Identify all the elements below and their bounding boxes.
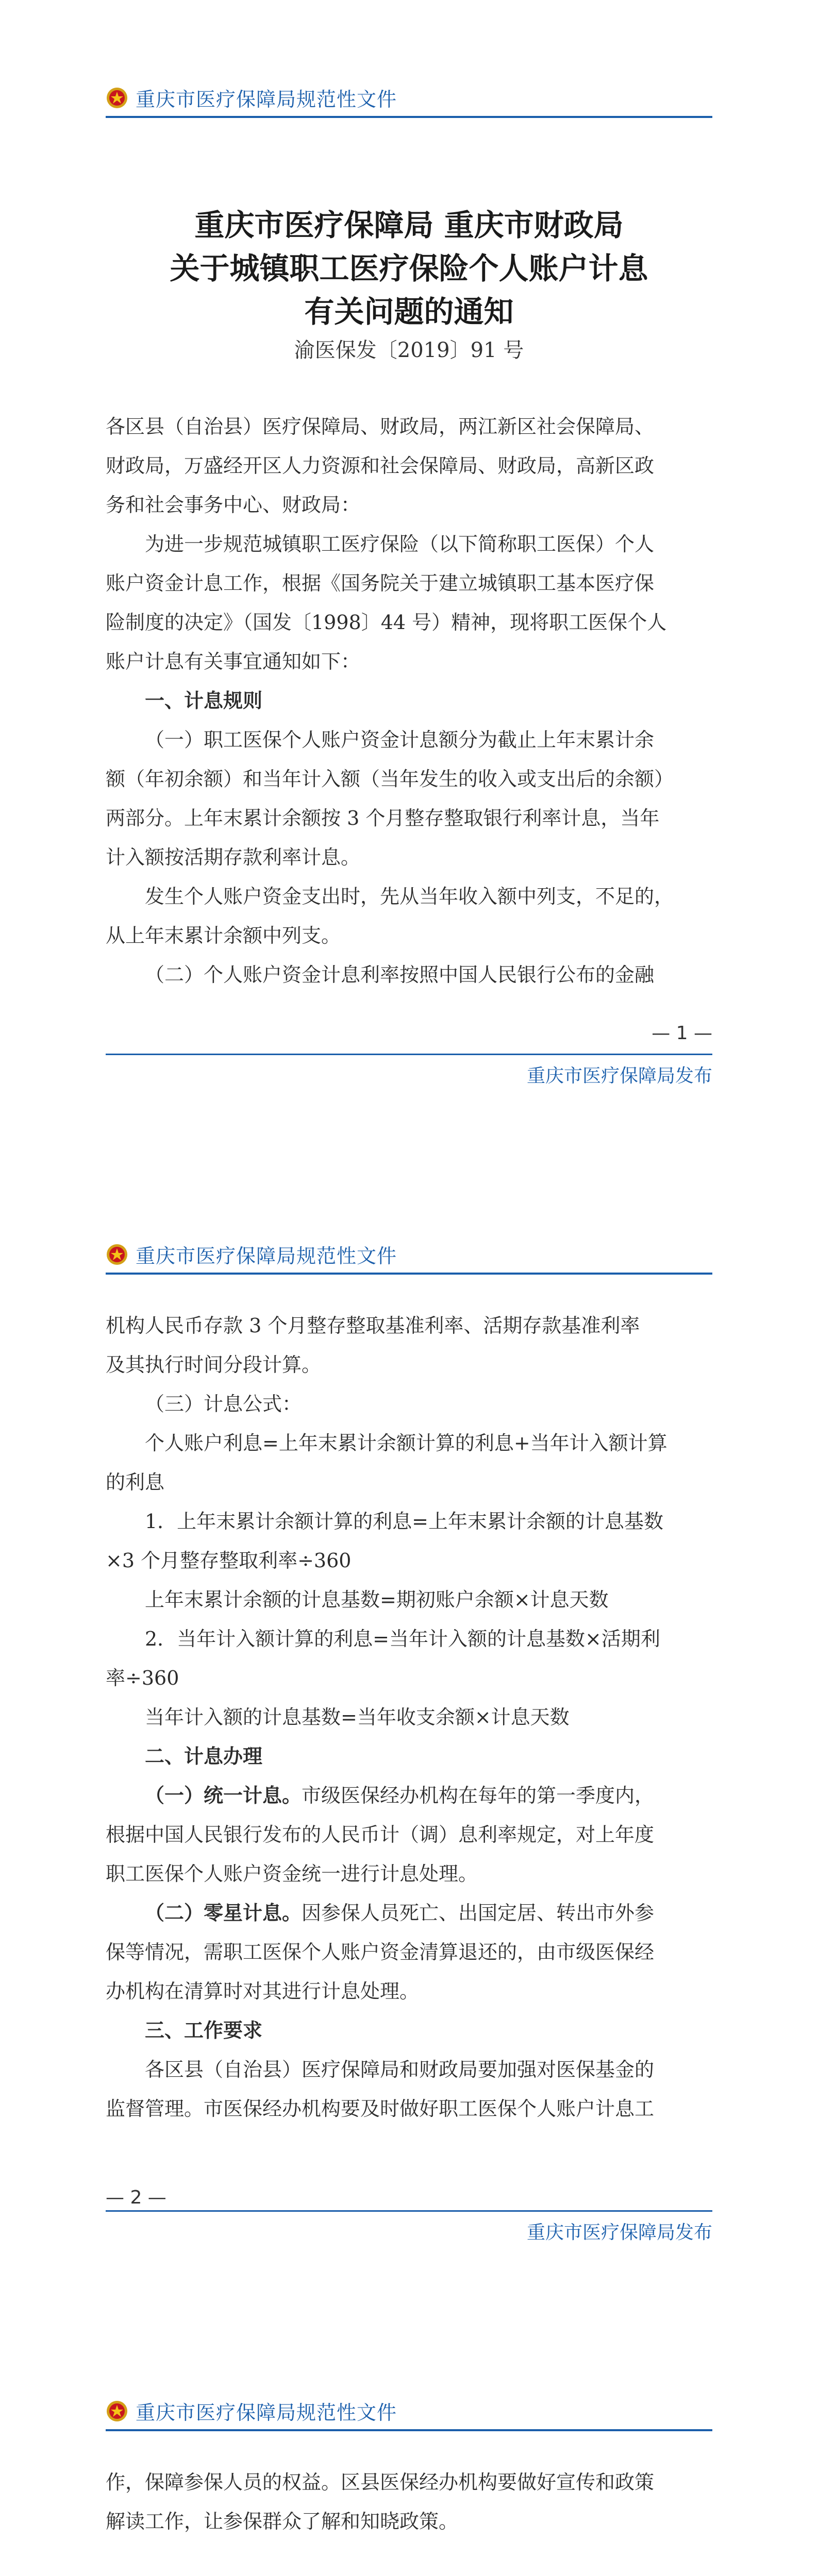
paragraph-line: 办机构在清算时对其进行计息处理。 bbox=[106, 1980, 420, 2003]
paragraph-line: （二）个人账户资金计息利率按照中国人民银行公布的金融 bbox=[145, 963, 655, 986]
page-1-body bbox=[106, 407, 712, 994]
page-header bbox=[106, 83, 712, 112]
paragraph-line: 及其执行时间分段计算。 bbox=[106, 1353, 322, 1376]
paragraph-line: 发生个人账户资金支出时，先从当年收入额中列支，不足的， bbox=[145, 885, 674, 908]
title-line: 重庆市医疗保障局 重庆市财政局 bbox=[194, 208, 624, 243]
paragraph-line: ×3 个月整存整取利率÷360 bbox=[106, 1549, 352, 1572]
recipients-line: 各区县（自治县）医疗保障局、财政局，两江新区社会保障局、 bbox=[106, 415, 655, 438]
paragraph-line: 各区县（自治县）医疗保障局和财政局要加强对医保基金的 bbox=[145, 2058, 655, 2081]
paragraph-line: 监督管理。市医保经办机构要及时做好职工医保个人账户计息工 bbox=[106, 2097, 655, 2120]
header-title: 重庆市医疗保障局规范性文件 bbox=[136, 2401, 397, 2424]
header-title: 重庆市医疗保障局规范性文件 bbox=[136, 88, 397, 111]
paragraph-line: 1．上年末累计余额计算的利息=上年末累计余额的计息基数 bbox=[145, 1510, 664, 1533]
page-1 bbox=[0, 0, 818, 1157]
page-header bbox=[106, 1240, 712, 1268]
national-emblem-icon bbox=[106, 2400, 128, 2422]
paragraph-line: 根据中国人民银行发布的人民币计（调）息利率规定，对上年度 bbox=[106, 1823, 655, 1846]
paragraph-line: 作，保障参保人员的权益。区县医保经办机构要做好宣传和政策 bbox=[106, 2471, 655, 2494]
footer-rule bbox=[106, 1054, 712, 1055]
paragraph-line: 个人账户利息=上年末累计余额计算的利息+当年计入额计算 bbox=[145, 1432, 667, 1454]
document-title bbox=[0, 204, 818, 333]
paragraph-line: 当年计入额的计息基数=当年收支余额×计息天数 bbox=[145, 1706, 570, 1728]
intro-line: 险制度的决定》（国发〔1998〕44 号）精神，现将职工医保个人 bbox=[106, 611, 667, 634]
recipients-line: 财政局，万盛经开区人力资源和社会保障局、财政局，高新区政 bbox=[106, 454, 655, 477]
page-number: — 2 — bbox=[106, 2187, 166, 2208]
paragraph-line: 机构人民币存款 3 个月整存整取基准利率、活期存款基准利率 bbox=[106, 1314, 640, 1337]
page-3 bbox=[0, 2313, 818, 2576]
subheading-label: （一）统一计息。 bbox=[145, 1784, 302, 1807]
header-rule bbox=[106, 2429, 712, 2431]
title-line: 有关问题的通知 bbox=[304, 294, 514, 329]
recipients-line: 务和社会事务中心、财政局： bbox=[106, 494, 361, 516]
paragraph-line: 职工医保个人账户资金统一进行计息处理。 bbox=[106, 1862, 478, 1885]
footer-rule bbox=[106, 2210, 712, 2212]
section-2-heading: 二、计息办理 bbox=[145, 1745, 263, 1768]
document-number: 渝医保发〔2019〕91 号 bbox=[294, 338, 524, 362]
header-rule bbox=[106, 1273, 712, 1275]
paragraph-text: 因参保人员死亡、出国定居、转出市外参 bbox=[302, 1902, 655, 1924]
paragraph-line: 率÷360 bbox=[106, 1667, 179, 1689]
paragraph-line: （一）职工医保个人账户资金计息额分为截止上年末累计余 bbox=[145, 728, 655, 751]
national-emblem-icon bbox=[106, 1243, 128, 1266]
page-2-body bbox=[106, 1306, 712, 2128]
paragraph-line: 额（年初余额）和当年计入额（当年发生的收入或支出后的余额） bbox=[106, 768, 674, 790]
paragraph-line: 两部分。上年末累计余额按 3 个月整存整取银行利率计息，当年 bbox=[106, 807, 660, 829]
intro-line: 账户计息有关事宜通知如下： bbox=[106, 650, 361, 673]
intro-line: 账户资金计息工作，根据《国务院关于建立城镇职工基本医疗保 bbox=[106, 572, 655, 595]
title-line: 关于城镇职工医疗保险个人账户计息 bbox=[170, 251, 648, 286]
header-rule bbox=[106, 116, 712, 118]
page-header bbox=[106, 2397, 712, 2425]
paragraph-line: 的利息 bbox=[106, 1471, 165, 1494]
paragraph-line: （三）计息公式： bbox=[145, 1393, 302, 1415]
paragraph-line: 从上年末累计余额中列支。 bbox=[106, 924, 341, 947]
section-3-heading: 三、工作要求 bbox=[145, 2019, 263, 2042]
national-emblem-icon bbox=[106, 87, 128, 109]
intro-line: 为进一步规范城镇职工医疗保险（以下简称职工医保）个人 bbox=[145, 533, 655, 555]
paragraph-line: 上年末累计余额的计息基数=期初账户余额×计息天数 bbox=[145, 1588, 609, 1611]
footer-publisher: 重庆市医疗保障局发布 bbox=[526, 2222, 712, 2243]
paragraph-line: 保等情况，需职工医保个人账户资金清算退还的，由市级医保经 bbox=[106, 1941, 655, 1963]
page-number: — 1 — bbox=[652, 1023, 712, 1044]
page-2 bbox=[0, 1157, 818, 2313]
subheading-label: （二）零星计息。 bbox=[145, 1902, 302, 1924]
header-title: 重庆市医疗保障局规范性文件 bbox=[136, 1245, 397, 1267]
paragraph-line: 解读工作，让参保群众了解和知晓政策。 bbox=[106, 2510, 459, 2533]
paragraph-line: 计入额按活期存款利率计息。 bbox=[106, 846, 361, 869]
page-3-body bbox=[106, 2463, 712, 2541]
paragraph-line bbox=[106, 1776, 712, 1815]
paragraph-line: 2．当年计入额计算的利息=当年计入额的计息基数×活期利 bbox=[145, 1628, 660, 1650]
paragraph-text: 市级医保经办机构在每年的第一季度内， bbox=[302, 1784, 655, 1807]
footer-publisher: 重庆市医疗保障局发布 bbox=[526, 1065, 712, 1087]
paragraph-line bbox=[106, 1893, 712, 1933]
section-1-heading: 一、计息规则 bbox=[145, 689, 263, 712]
